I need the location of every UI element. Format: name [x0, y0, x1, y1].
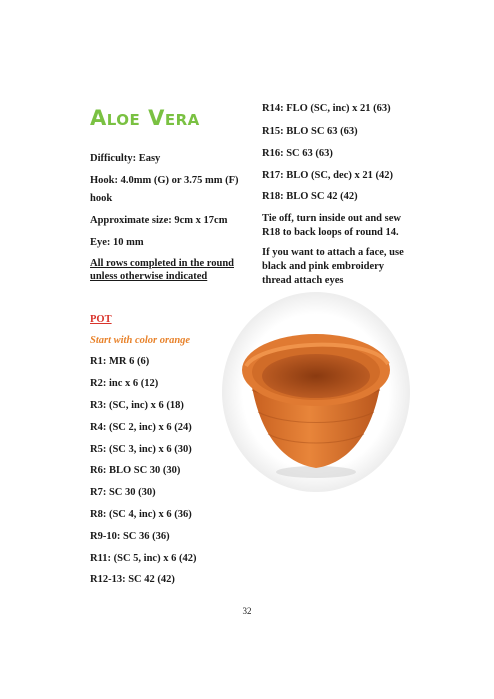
row-instruction: R15: BLO SC 63 (63): [262, 126, 358, 137]
row-instruction: R7: SC 30 (30): [90, 487, 156, 498]
row-instruction: R6: BLO SC 30 (30): [90, 465, 181, 476]
color-note: Start with color orange: [90, 335, 191, 346]
row-instruction: R8: (SC 4, inc) x 6 (36): [90, 509, 192, 520]
rounds-note: All rows completed in the round: [90, 258, 234, 269]
row-instruction: R3: (SC, inc) x 6 (18): [90, 400, 184, 411]
face-text-cont2: thread attach eyes: [262, 275, 344, 286]
difficulty-text: Difficulty: Easy: [90, 153, 161, 164]
row-instruction: R11: (SC 5, inc) x 6 (42): [90, 553, 197, 564]
face-text-cont: black and pink embroidery: [262, 261, 385, 272]
rounds-note-cont: unless otherwise indicated: [90, 271, 208, 282]
crochet-pot-image: [222, 292, 410, 492]
row-instruction: R4: (SC 2, inc) x 6 (24): [90, 422, 192, 433]
row-instruction: R18: BLO SC 42 (42): [262, 191, 358, 202]
size-text: Approximate size: 9cm x 17cm: [90, 215, 228, 226]
hook-text-cont: hook: [90, 193, 113, 204]
row-instruction: R14: FLO (SC, inc) x 21 (63): [262, 103, 391, 114]
tie-off-text: Tie off, turn inside out and sew: [262, 213, 401, 224]
pot-heading: POT: [90, 314, 112, 325]
row-instruction: R1: MR 6 (6): [90, 356, 150, 367]
row-instruction: R17: BLO (SC, dec) x 21 (42): [262, 170, 393, 181]
hook-text: Hook: 4.0mm (G) or 3.75 mm (F): [90, 175, 239, 186]
row-instruction: R16: SC 63 (63): [262, 148, 333, 159]
eye-text: Eye: 10 mm: [90, 237, 144, 248]
row-instruction: R9-10: SC 36 (36): [90, 531, 170, 542]
pot-photo: [222, 292, 410, 492]
face-text: If you want to attach a face, use: [262, 247, 404, 258]
tie-off-text-cont: R18 to back loops of round 14.: [262, 227, 399, 238]
pattern-title: Aloe Vera: [90, 106, 200, 130]
row-instruction: R2: inc x 6 (12): [90, 378, 159, 389]
page-number: 32: [242, 606, 252, 616]
row-instruction: R5: (SC 3, inc) x 6 (30): [90, 444, 192, 455]
row-instruction: R12-13: SC 42 (42): [90, 574, 175, 585]
